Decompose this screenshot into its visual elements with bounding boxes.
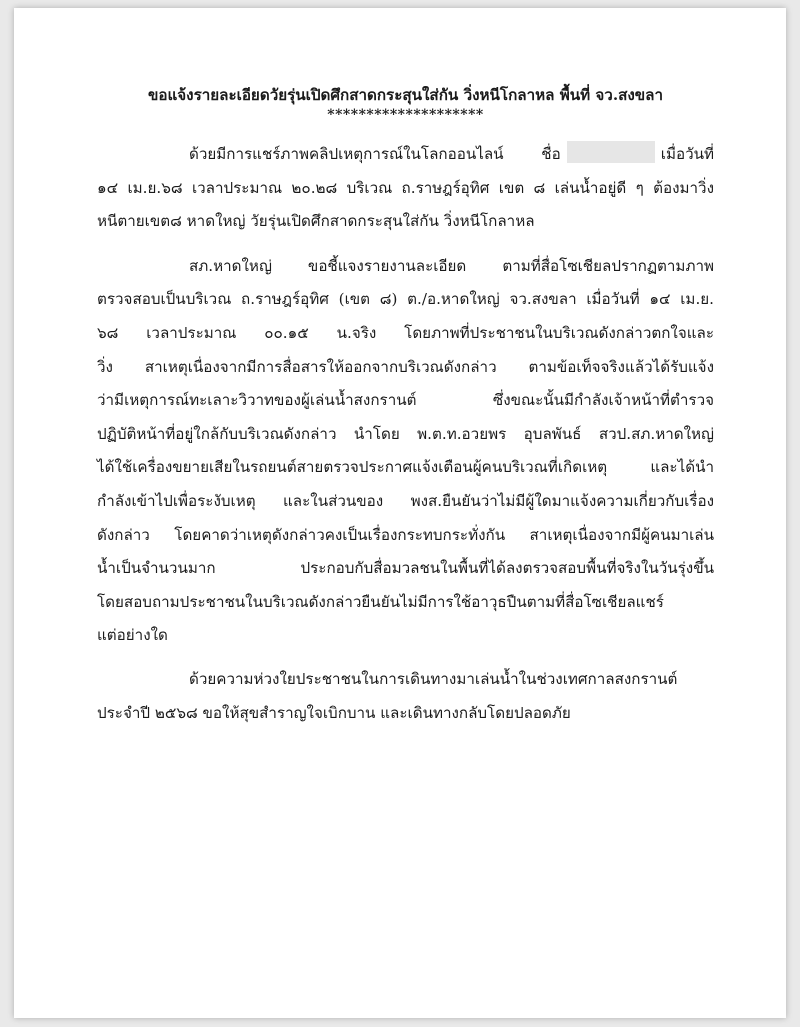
paragraph-2-line: ดังกล่าว โดยคาดว่าเหตุดังกล่าวคงเป็นเรื่องกระทบกระทั่งกัน สาเหตุเนื่องจากมีผู้คนมาเล่น [97,525,714,544]
paragraph-2-line: น้ำเป็นจำนวนมาก ประกอบกับสื่อมวลชนในพื้นที่ได้ลงตรวจสอบพื้นที่จริงในวันรุ่งขึ้น [97,559,714,578]
paragraph-2-line: ๖๘ เวลาประมาณ ๐๐.๑๕ น.จริง โดยภาพที่ประชาชนในบริเวณดังกล่าวตกใจและ [97,323,714,342]
paragraph-1-line-2: ๑๔ เม.ย.๖๘ เวลาประมาณ ๒๐.๒๘ บริเวณ ถ.ราษฎร์อุทิศ เขต ๘ เล่นน้ำอยู่ดี ๆ ต้องมาวิ่ง [97,178,714,197]
paragraph-1-line-1 [97,138,714,172]
paragraph-2 [97,250,714,653]
paragraph-2-line: แต่อย่างใด [97,626,168,645]
document-body [97,82,714,730]
paragraph-3-line-2: ประจำปี ๒๕๖๘ ขอให้สุขสำราญใจเบิกบาน และเดินทางกลับโดยปลอดภัย [97,703,571,722]
paragraph-2-line: ได้ใช้เครื่องขยายเสียในรถยนต์สายตรวจประกาศแจ้งเตือนผู้คนบริเวณที่เกิดเหตุ และได้นำ [97,458,714,477]
paragraph-1-line-1-before: ด้วยมีการแชร์ภาพคลิปเหตุการณ์ในโลกออนไลน์ ชื่อ [189,145,561,163]
document-page [14,8,786,1018]
title-separator: ******************** [327,107,484,123]
paragraph-1-line-3: หนีตายเขต๘ หาดใหญ่ วัยรุ่นเปิดศึกสาดกระสุนใส่กัน วิ่งหนีโกลาหล [97,212,535,231]
paragraph-2-line: ปฏิบัติหน้าที่อยู่ใกล้กับบริเวณดังกล่าว นำโดย พ.ต.ท.อวยพร อุบลพันธ์ สวป.สภ.หาดใหญ่ [97,424,714,443]
paragraph-1 [97,138,714,239]
paragraph-2-line: โดยสอบถามประชาชนในบริเวณดังกล่าวยืนยันไม่มีการใช้อาวุธปืนตามที่สื่อโซเชียลแชร์ [97,592,664,611]
paragraph-3 [97,663,714,730]
paragraph-3-line-1: ด้วยความห่วงใยประชาชนในการเดินทางมาเล่นน้ำในช่วงเทศกาลสงกรานต์ [189,669,678,688]
paragraph-2-line: ตรวจสอบเป็นบริเวณ ถ.ราษฎร์อุทิศ (เขต ๘) ต./อ.หาดใหญ่ จว.สงขลา เมื่อวันที่ ๑๔ เม.ย. [97,290,714,309]
paragraph-2-line: ว่ามีเหตุการณ์ทะเลาะวิวาทของผู้เล่นน้ำสงกรานต์ ซึ่งขณะนั้นมีกำลังเจ้าหน้าที่ตำรวจ [97,391,714,410]
paragraph-2-line: สภ.หาดใหญ่ ขอชี้แจงรายงานละเอียด ตามที่สื่อโซเชียลปรากฏตามภาพ [189,256,714,275]
redacted-name-block [567,141,655,163]
paragraph-1-line-1-after: เมื่อวันที่ [660,145,714,163]
document-title: ขอแจ้งรายละเอียดวัยรุ่นเปิดศึกสาดกระสุนใส่กัน วิ่งหนีโกลาหล พื้นที่ จว.สงขลา [147,86,664,104]
paragraph-2-line: วิ่ง สาเหตุเนื่องจากมีการสื่อสารให้ออกจากบริเวณดังกล่าว ตามข้อเท็จจริงแล้วได้รับแจ้ง [97,357,714,376]
paragraph-2-line: กำลังเข้าไปเพื่อระงับเหตุ และในส่วนของ พงส.ยืนยันว่าไม่มีผู้ใดมาแจ้งความเกี่ยวกับเรื่อง [97,491,714,510]
